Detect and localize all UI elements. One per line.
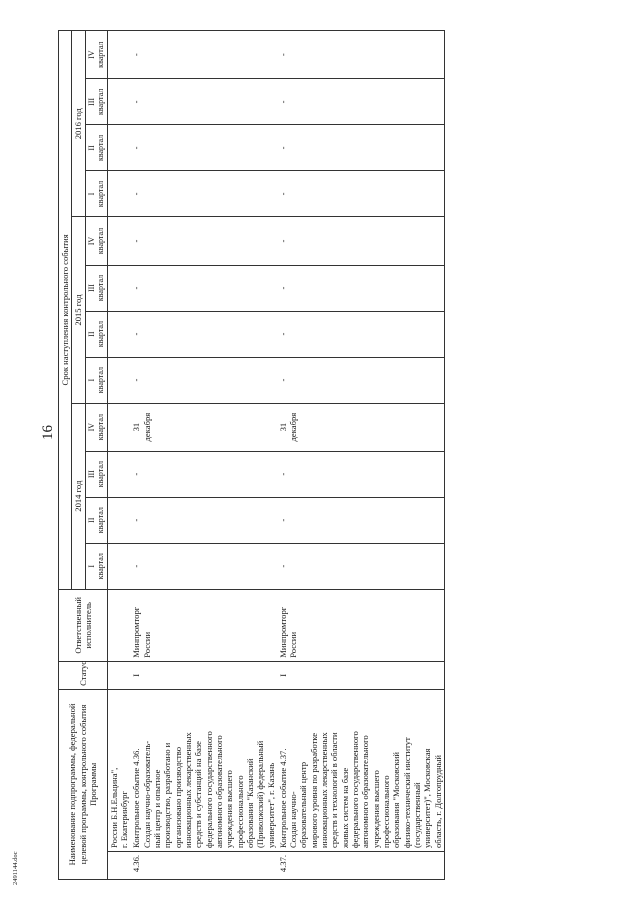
schedule-body	[107, 31, 444, 880]
quarter-header	[85, 543, 107, 589]
quarter-number: I	[86, 192, 96, 196]
quarter-header	[85, 311, 107, 357]
quarter-header	[85, 403, 107, 451]
quarter-header	[85, 125, 107, 171]
header-deadline: Срок наступления контрольного события	[59, 31, 72, 590]
quarter-cell: -	[277, 265, 445, 311]
quarter-number: I	[86, 378, 96, 382]
quarter-header	[85, 265, 107, 311]
page-number: 16	[40, 425, 56, 440]
status-cell: I	[277, 661, 445, 689]
executor-cell: Минпромторг России	[277, 589, 445, 661]
quarter-number: IV	[86, 236, 96, 246]
quarter-word: квартал	[96, 366, 106, 394]
event-name: Контрольное событие 4.37. Создан научно- образовательный центр мирового уровня по разработке инновационных лекарственных средств и технологий в области живых систем на базе федерального государственного автономного образовательного учреждения высшего профессионального образования "Московский физико-технический институт (государственный университет)", Московская область, г. Долгопрудный	[277, 689, 445, 851]
quarter-number: II	[86, 145, 96, 151]
quarter-number: II	[86, 517, 96, 523]
quarter-cell: -	[277, 125, 445, 171]
header-year: 2015 год	[72, 217, 85, 403]
row-number: 4.37.	[277, 851, 445, 879]
quarter-word: квартал	[96, 88, 106, 116]
status-cell: I	[130, 661, 276, 689]
quarter-number: IV	[86, 50, 96, 59]
quarter-cell: -	[277, 543, 445, 589]
quarter-cell: -	[277, 31, 445, 79]
quarter-number: I	[86, 564, 96, 568]
continuation-text: России Б.Н.Ельцина", г. Екатеринбург	[107, 689, 130, 851]
quarter-header	[85, 497, 107, 543]
quarter-word: квартал	[96, 414, 106, 441]
quarter-word: квартал	[96, 227, 106, 255]
quarter-cell: -	[130, 31, 276, 79]
row-number: 4.36.	[130, 851, 276, 879]
quarter-header	[85, 79, 107, 125]
quarter-word: квартал	[96, 41, 106, 68]
table-row	[130, 31, 276, 880]
table-row	[277, 31, 445, 880]
quarter-header	[85, 451, 107, 497]
quarter-cell: -	[277, 171, 445, 217]
quarter-header	[85, 171, 107, 217]
continuation-row	[107, 31, 130, 880]
quarter-word: квартал	[96, 180, 106, 208]
quarter-cell: -	[277, 217, 445, 265]
quarter-word: квартал	[96, 507, 106, 534]
quarter-header	[85, 31, 107, 79]
quarter-cell: -	[130, 79, 276, 125]
quarter-word: квартал	[96, 134, 106, 162]
quarter-cell: 31 декабря	[277, 403, 445, 451]
header-year: 2016 год	[72, 31, 85, 217]
quarter-cell: -	[130, 171, 276, 217]
quarter-number: IV	[86, 422, 96, 432]
quarter-number: III	[86, 284, 96, 293]
quarter-cell: -	[277, 357, 445, 403]
quarter-cell: -	[277, 79, 445, 125]
quarter-cell: -	[277, 311, 445, 357]
header-name: Наименование подпрограммы, федеральной целевой программы, контрольного события Программы	[59, 689, 108, 879]
quarter-word: квартал	[96, 274, 106, 302]
event-name: Контрольное событие 4.36. Создан научно-образователь- ный центр и опытное производство, разработано и организовано производство инновационных лекарственных средств и субстанций на базе федерального государственного автономного образовательного учреждения высшего профессионального образования "Казанский (Приволжский) федеральный университет", г. Казань	[130, 689, 276, 851]
schedule-table	[58, 30, 445, 880]
quarter-cell: -	[130, 125, 276, 171]
quarter-cell: -	[130, 265, 276, 311]
quarter-cell: -	[130, 451, 276, 497]
header-status: Статус	[59, 661, 108, 689]
quarter-number: III	[86, 97, 96, 106]
rotated-page-content	[58, 15, 618, 880]
num-cell	[107, 851, 130, 879]
quarter-cell: -	[130, 357, 276, 403]
header-executor: Ответственный исполнитель	[59, 589, 108, 661]
quarter-header	[85, 217, 107, 265]
quarter-cell: -	[130, 217, 276, 265]
executor-cell: Минпромторг России	[130, 589, 276, 661]
header-year: 2014 год	[72, 403, 85, 589]
quarter-cell: -	[130, 497, 276, 543]
quarter-word: квартал	[96, 553, 106, 580]
quarter-word: квартал	[96, 320, 106, 348]
quarter-number: III	[86, 470, 96, 479]
quarter-cell: -	[277, 451, 445, 497]
quarter-cell: 31 декабря	[130, 403, 276, 451]
quarter-header	[85, 357, 107, 403]
quarter-word: квартал	[96, 461, 106, 488]
footer-filename: 2491144.doc	[12, 851, 19, 885]
quarter-cell: -	[130, 543, 276, 589]
quarter-cell: -	[130, 311, 276, 357]
quarter-cell: -	[277, 497, 445, 543]
quarter-number: II	[86, 331, 96, 337]
